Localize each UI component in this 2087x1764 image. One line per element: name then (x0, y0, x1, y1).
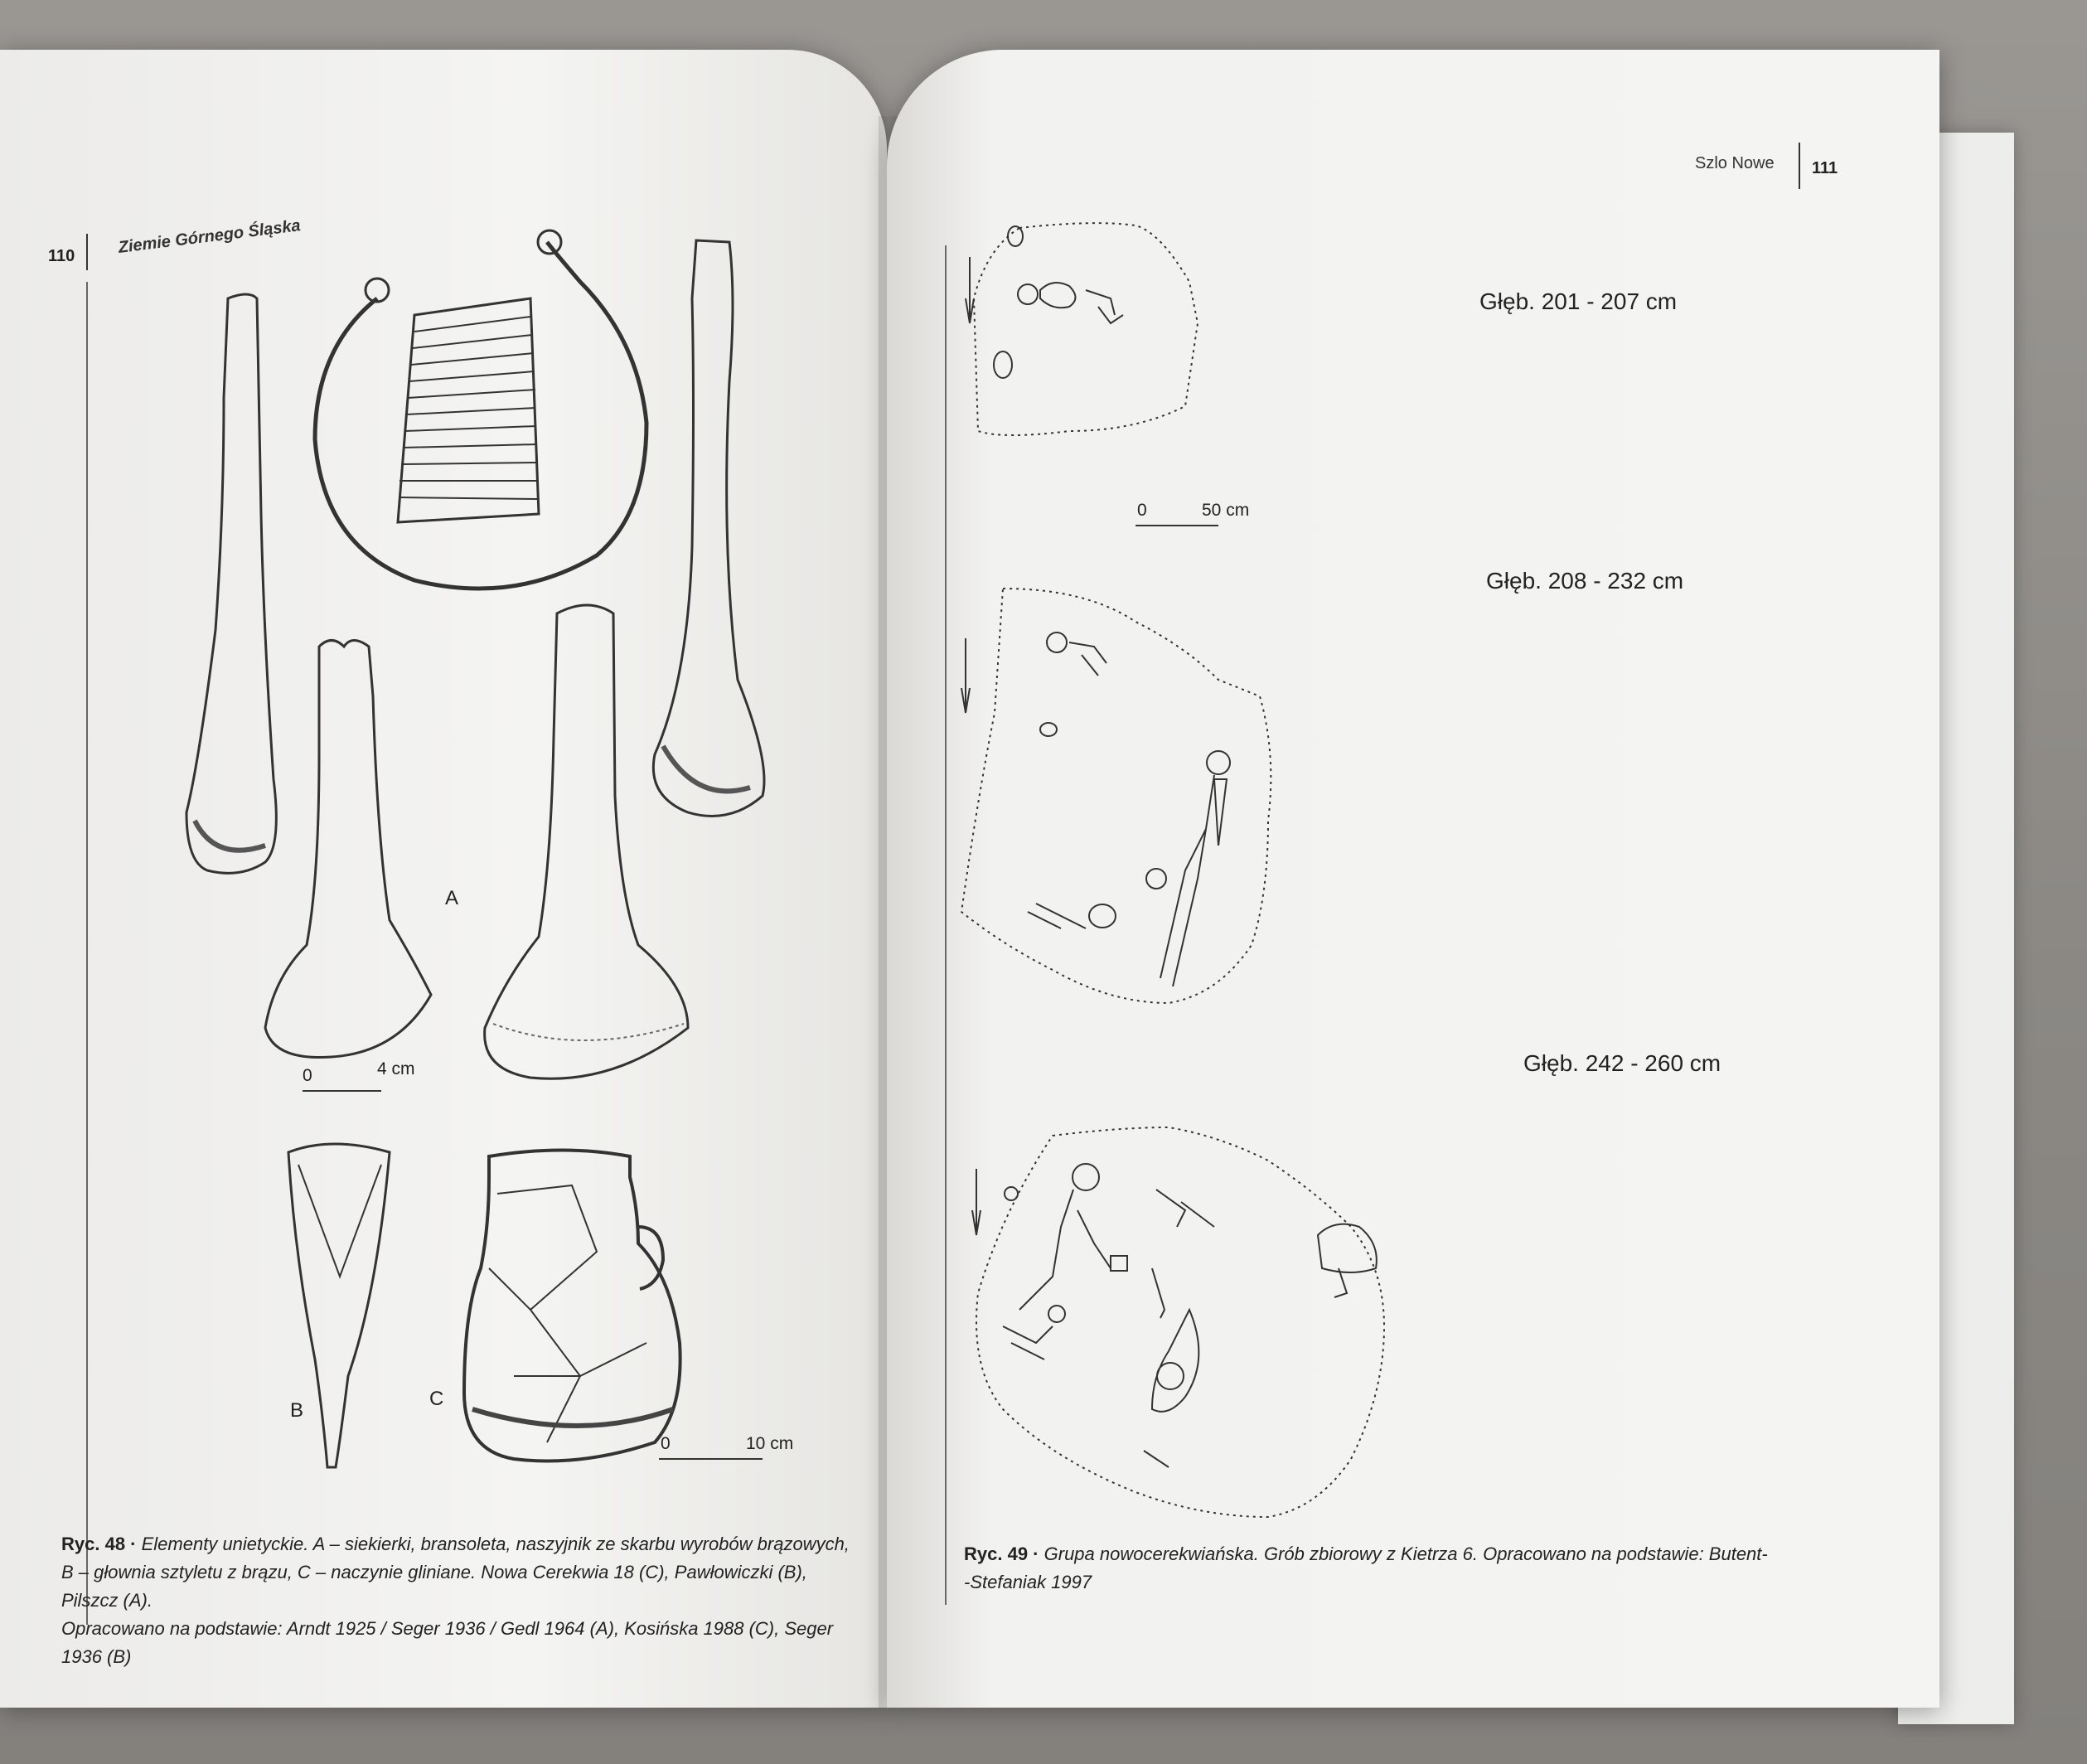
grave-plan-1 (966, 223, 1198, 435)
dagger-blade-drawing (288, 1144, 390, 1467)
caption-48-line-1: Elementy unietyckie. A – siekierki, bransoleta, naszyjnik ze skarbu wyrobów brązowych, (141, 1534, 850, 1554)
caption-49-line-1: Grupa nowocerekwiańska. Grób zbiorowy z Kietrza 6. Opracowano na podstawie: Butent- (1044, 1544, 1768, 1564)
right-page (887, 50, 1939, 1708)
grave-plan-2 (961, 589, 1271, 1003)
depth-label-3: Głęb. 242 - 260 cm (1523, 1050, 1721, 1076)
left-page (0, 50, 887, 1708)
right-running-head: Szlo Nowe (1695, 154, 1775, 172)
artefact-drawings (0, 50, 887, 1708)
left-page-number: 110 (48, 247, 75, 265)
scale-right-value: 50 cm (1202, 501, 1250, 520)
clay-pot-drawing (464, 1151, 680, 1461)
grave-plan-3 (972, 1127, 1384, 1517)
grave-plan-drawings (887, 50, 1939, 1708)
axe-drawing-3 (265, 641, 431, 1058)
caption-48-line-2: B – głownia sztyletu z brązu, C – naczynie gliniane. Nowa Cerekwia 18 (C), Pawłowiczki (B), Pilszcz (A). (61, 1562, 807, 1611)
scale-large-value: 10 cm (746, 1434, 794, 1453)
axe-drawing-1 (186, 294, 276, 873)
right-page-number: 111 (1812, 159, 1838, 177)
label-b: B (290, 1399, 304, 1422)
left-running-head: Ziemie Górnego Śląska (117, 216, 302, 257)
caption-48-line-3: Opracowano na podstawie: Arndt 1925 / Seger 1936 / Gedl 1964 (A), Kosińska 1988 (C), Seger 1936 (B) (61, 1618, 834, 1667)
caption-49-line-2: -Stefaniak 1997 (964, 1572, 1092, 1592)
label-c: C (429, 1388, 444, 1410)
open-book (0, 17, 1989, 1724)
caption-48-number: Ryc. 48 · (61, 1534, 137, 1554)
scale-small-zero: 0 (303, 1066, 312, 1085)
neck-ring-drawing (315, 242, 646, 589)
scale-large-zero: 0 (661, 1434, 671, 1453)
figure-48-caption (61, 1530, 857, 1671)
caption-49-number: Ryc. 49 · (964, 1544, 1039, 1564)
axe-drawing-2 (653, 240, 764, 817)
depth-label-1: Głęb. 201 - 207 cm (1479, 288, 1678, 314)
scale-small-value: 4 cm (377, 1059, 415, 1078)
figure-49-caption (964, 1540, 1859, 1597)
label-a: A (445, 887, 459, 909)
spiral-armlet-drawing (398, 298, 539, 522)
scale-right-zero: 0 (1137, 501, 1147, 520)
depth-label-2: Głęb. 208 - 232 cm (1486, 568, 1684, 594)
axe-drawing-4 (485, 605, 688, 1078)
